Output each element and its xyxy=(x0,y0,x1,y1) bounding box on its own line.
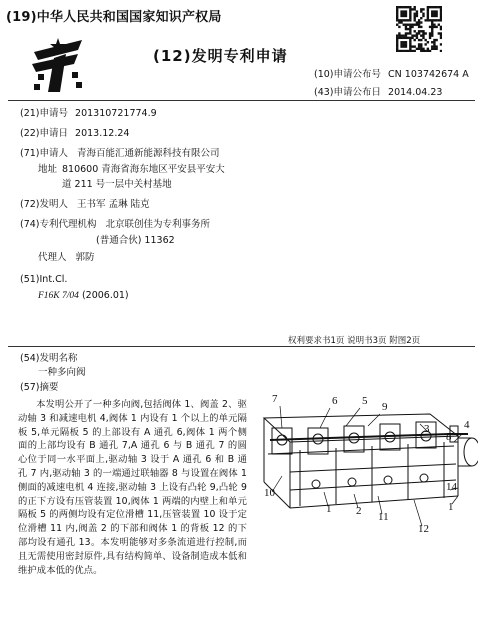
publication-number-label: (10)申请公布号 xyxy=(314,69,382,80)
ipc-version: (2006.01) xyxy=(81,290,129,301)
address-line-1: 810600 青海省海东地区平安县平安大 xyxy=(62,164,225,175)
applicant-row xyxy=(20,147,220,160)
document-type-title: (12)发明专利申请 xyxy=(153,47,288,65)
cnipa-emblem-logo xyxy=(24,34,92,96)
address-line-2: 道 211 号一层中关村基地 xyxy=(62,179,172,190)
agent-name: 郭防 xyxy=(75,252,95,263)
abstract-label: (57)摘要 xyxy=(20,382,59,393)
header-divider xyxy=(8,100,475,101)
figure-reference-5: 3 xyxy=(424,423,430,435)
agency-row xyxy=(20,218,210,231)
pages-info: 权利要求书1页 说明书3页 附图2页 xyxy=(288,336,421,346)
agent-row xyxy=(38,251,95,264)
publication-date: 2014.04.23 xyxy=(388,87,443,98)
ipc-label: (51)Int.Cl. xyxy=(20,274,68,285)
agent-label: 代理人 xyxy=(38,252,67,263)
publication-number-row xyxy=(314,68,469,81)
figure-reference-3: 5 xyxy=(362,395,368,407)
inventor-label: (72)发明人 xyxy=(20,199,69,210)
application-date-label: (22)申请日 xyxy=(20,128,69,139)
inventor-names: 王书军 孟琳 陆克 xyxy=(77,199,150,210)
figure-reference-6: 8 xyxy=(446,431,452,443)
figure-reference-2: 6 xyxy=(332,395,338,407)
agency-code: (普通合伙) 11362 xyxy=(96,235,175,246)
application-date-row xyxy=(20,127,129,140)
application-number-label: (21)申请号 xyxy=(20,108,69,119)
figure-reference-11: 11 xyxy=(378,511,389,523)
ipc-row xyxy=(38,289,129,303)
publication-number: CN 103742674 A xyxy=(388,69,469,80)
application-number: 201310721774.9 xyxy=(75,108,157,119)
figure-reference-12: 12 xyxy=(418,523,429,535)
application-date: 2013.12.24 xyxy=(75,128,130,139)
figure-reference-8: 10 xyxy=(264,487,275,499)
figure-reference-10: 2 xyxy=(356,505,362,517)
figure-reference-7: 4 xyxy=(464,419,470,431)
ipc-code: F16K 7/04 xyxy=(38,291,79,301)
agency-label: (74)专利代理机构 xyxy=(20,219,97,230)
agency-name: 北京联创佳为专利事务所 xyxy=(105,219,211,230)
qr-code xyxy=(396,6,442,52)
publication-date-label: (43)申请公布日 xyxy=(314,87,382,98)
figure-reference-4: 9 xyxy=(382,401,388,413)
abstract-body: 本发明公开了一种多向阀,包括阀体 1、阀盖 2、驱动轴 3 和减速电机 4,阀体 1 内设有 1 个以上的单元隔板 5,单元隔板 5 的上部设有 A 通孔 6,阀体 1 两个侧面的上部均设有 B 通孔 7,A 通孔 6 与 B 通孔 7 的圆心位于同一水平面上,驱动轴 3 设于 A 通孔 6 和 B 通孔 7 内,驱动轴 3 的一端通过联轴器 8 与设置在阀体 1 侧面的减速电机 4 连接,驱动轴 3 上设有凸轮 9,凸轮 9 的正下方设有压管装置 10,阀体 1 两端的内壁上和单元隔板 5 的两侧均设有定位滑槽 11,压管装置 10 设于定位滑槽 11 内,阀盖 2 的下部和阀体 1 的背板 12 的下部均设有通孔 13。本发明能够对多条流道进行控制,而且无需使用密封原件,具有结构简单、设备制造成本低和维护成本低的优点。 xyxy=(18,399,247,576)
application-number-row xyxy=(20,107,157,120)
applicant-name: 青海百能汇通新能源科技有限公司 xyxy=(77,148,220,159)
figure-reference-14: 1 xyxy=(448,501,454,513)
publication-date-row xyxy=(314,86,442,99)
applicant-label: (71)申请人 xyxy=(20,148,69,159)
office-name: (19)中华人民共和国国家知识产权局 xyxy=(6,10,222,25)
address-label: 地址 xyxy=(38,164,58,175)
invention-name: 一种多向阀 xyxy=(38,367,86,378)
figure-reference-9: 1 xyxy=(326,503,332,515)
inventor-row xyxy=(20,198,150,211)
figure-reference-1: 7 xyxy=(272,393,278,405)
valve-figure xyxy=(250,392,478,542)
figure-reference-13: 14 xyxy=(446,481,457,493)
abstract-text xyxy=(18,398,247,577)
invention-name-label: (54)发明名称 xyxy=(20,353,78,364)
pages-divider xyxy=(8,346,475,347)
